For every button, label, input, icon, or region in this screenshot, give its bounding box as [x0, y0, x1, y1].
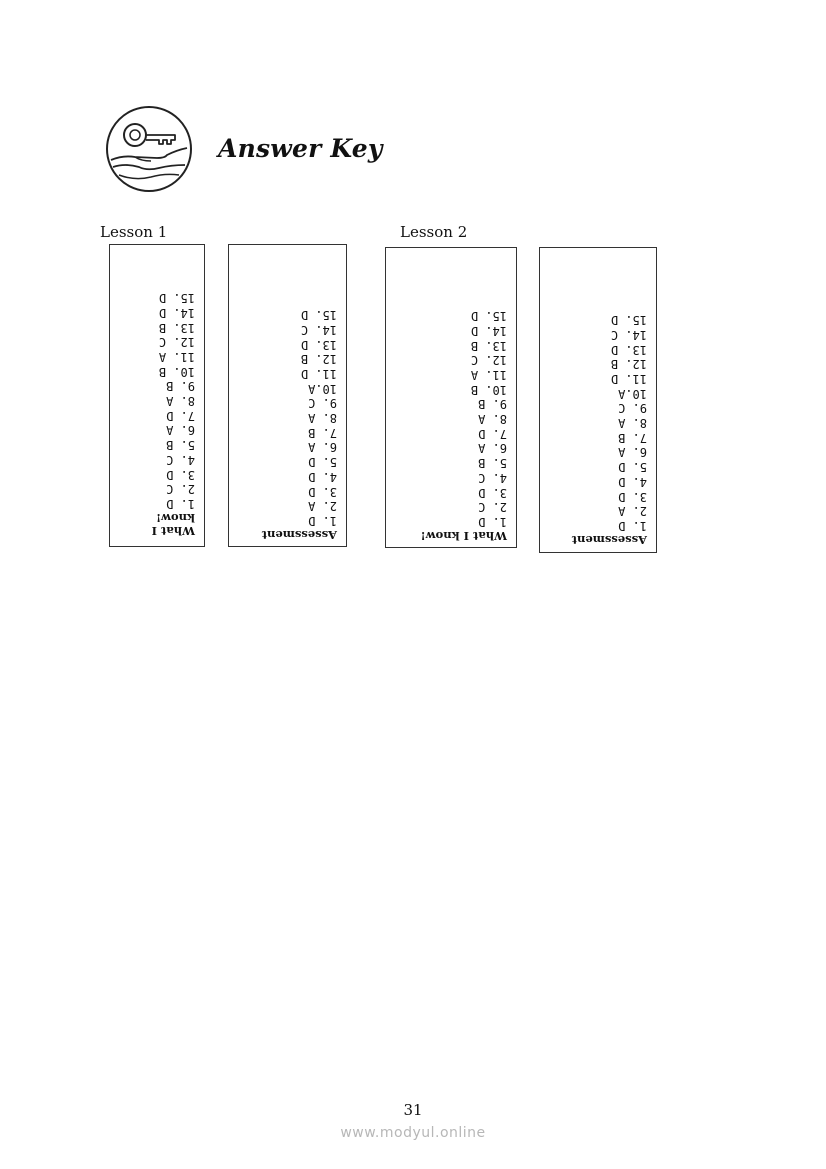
key-in-hand-icon [105, 105, 193, 193]
box-heading: What I know! [420, 529, 507, 543]
answer-item: 2. A [308, 499, 337, 514]
answer-item: 14. D [158, 305, 195, 320]
answer-item: 3. D [618, 489, 647, 504]
answer-item: 14. C [610, 327, 647, 342]
answer-item: 4. D [618, 474, 647, 489]
answer-item: 6. A [308, 440, 337, 455]
answer-item: 12. C [470, 353, 507, 368]
answer-item: 1. D [166, 497, 195, 511]
lesson-2-what-i-know-box [385, 247, 517, 548]
answer-item: 15. D [470, 309, 507, 324]
answer-item: 1. D [478, 515, 507, 529]
answer-item: 3. D [478, 485, 507, 500]
answer-item: 8. A [308, 411, 337, 426]
answer-item: 15. D [158, 291, 195, 306]
answer-item: 13. D [610, 342, 647, 357]
answer-item: 11. D [300, 366, 337, 381]
lesson-2-assessment-box [539, 247, 657, 553]
answer-item: 10. B [158, 364, 195, 379]
answer-item: 7. B [308, 425, 337, 440]
box-heading: Assessment [261, 528, 337, 542]
answer-list [421, 308, 507, 542]
answer-item: 8. A [478, 412, 507, 427]
answer-item: 7. B [618, 430, 647, 445]
answer-item: 10. B [470, 382, 507, 397]
answer-item: 3. D [308, 484, 337, 499]
answer-item: 8. A [166, 394, 195, 409]
answer-item: 5. B [478, 456, 507, 471]
answer-item: 14. C [300, 322, 337, 337]
answer-list [572, 312, 647, 546]
answer-item: 2. A [618, 504, 647, 519]
page-number: 31 [403, 1101, 423, 1119]
page-title: Answer Key [218, 134, 383, 163]
answer-item: 15. D [610, 313, 647, 328]
answer-item: 6. A [478, 441, 507, 456]
lesson-2-label: Lesson 2 [400, 223, 468, 241]
answer-item: 5. B [166, 438, 195, 453]
answer-item: 6. A [166, 423, 195, 438]
answer-item: 1. D [308, 514, 337, 528]
answer-item: 5. D [618, 460, 647, 475]
answer-item: 8. A [618, 416, 647, 431]
answer-item: 12. B [300, 352, 337, 367]
answer-item: 9. B [166, 379, 195, 394]
answer-item: 9. C [308, 396, 337, 411]
answer-item: 15. D [300, 308, 337, 323]
lesson-1-label: Lesson 1 [100, 223, 168, 241]
answer-list [262, 307, 337, 541]
answer-item: 13. B [158, 320, 195, 335]
answer-item: 6. A [618, 445, 647, 460]
answer-item: 11. A [470, 367, 507, 382]
answer-item: 10.A [618, 386, 647, 401]
answer-item: 13. B [470, 338, 507, 353]
answer-item: 9. C [618, 401, 647, 416]
answer-item: 9. B [478, 397, 507, 412]
lesson-1-what-i-know-box [109, 244, 205, 547]
box-heading: What I know! [151, 511, 195, 538]
answer-item: 14. D [470, 323, 507, 338]
answer-item: 10.A [308, 381, 337, 396]
answer-item: 12. B [610, 357, 647, 372]
answer-item: 13. D [300, 337, 337, 352]
answer-item: 4. D [308, 469, 337, 484]
answer-item: 7. D [166, 408, 195, 423]
answer-item: 3. D [166, 467, 195, 482]
answer-item: 2. C [478, 500, 507, 515]
answer-item: 11. A [158, 349, 195, 364]
answer-item: 1. D [618, 519, 647, 533]
answer-item: 5. D [308, 455, 337, 470]
answer-item: 7. D [478, 426, 507, 441]
answer-item: 12. C [158, 335, 195, 350]
answer-item: 2. C [166, 482, 195, 497]
answer-item: 11. D [610, 371, 647, 386]
lesson-1-assessment-box [228, 244, 347, 547]
answer-item: 4. C [166, 452, 195, 467]
answer-list [141, 290, 195, 537]
box-heading: Assessment [571, 533, 647, 547]
watermark: www.modyul.online [340, 1125, 486, 1141]
answer-item: 4. C [478, 470, 507, 485]
